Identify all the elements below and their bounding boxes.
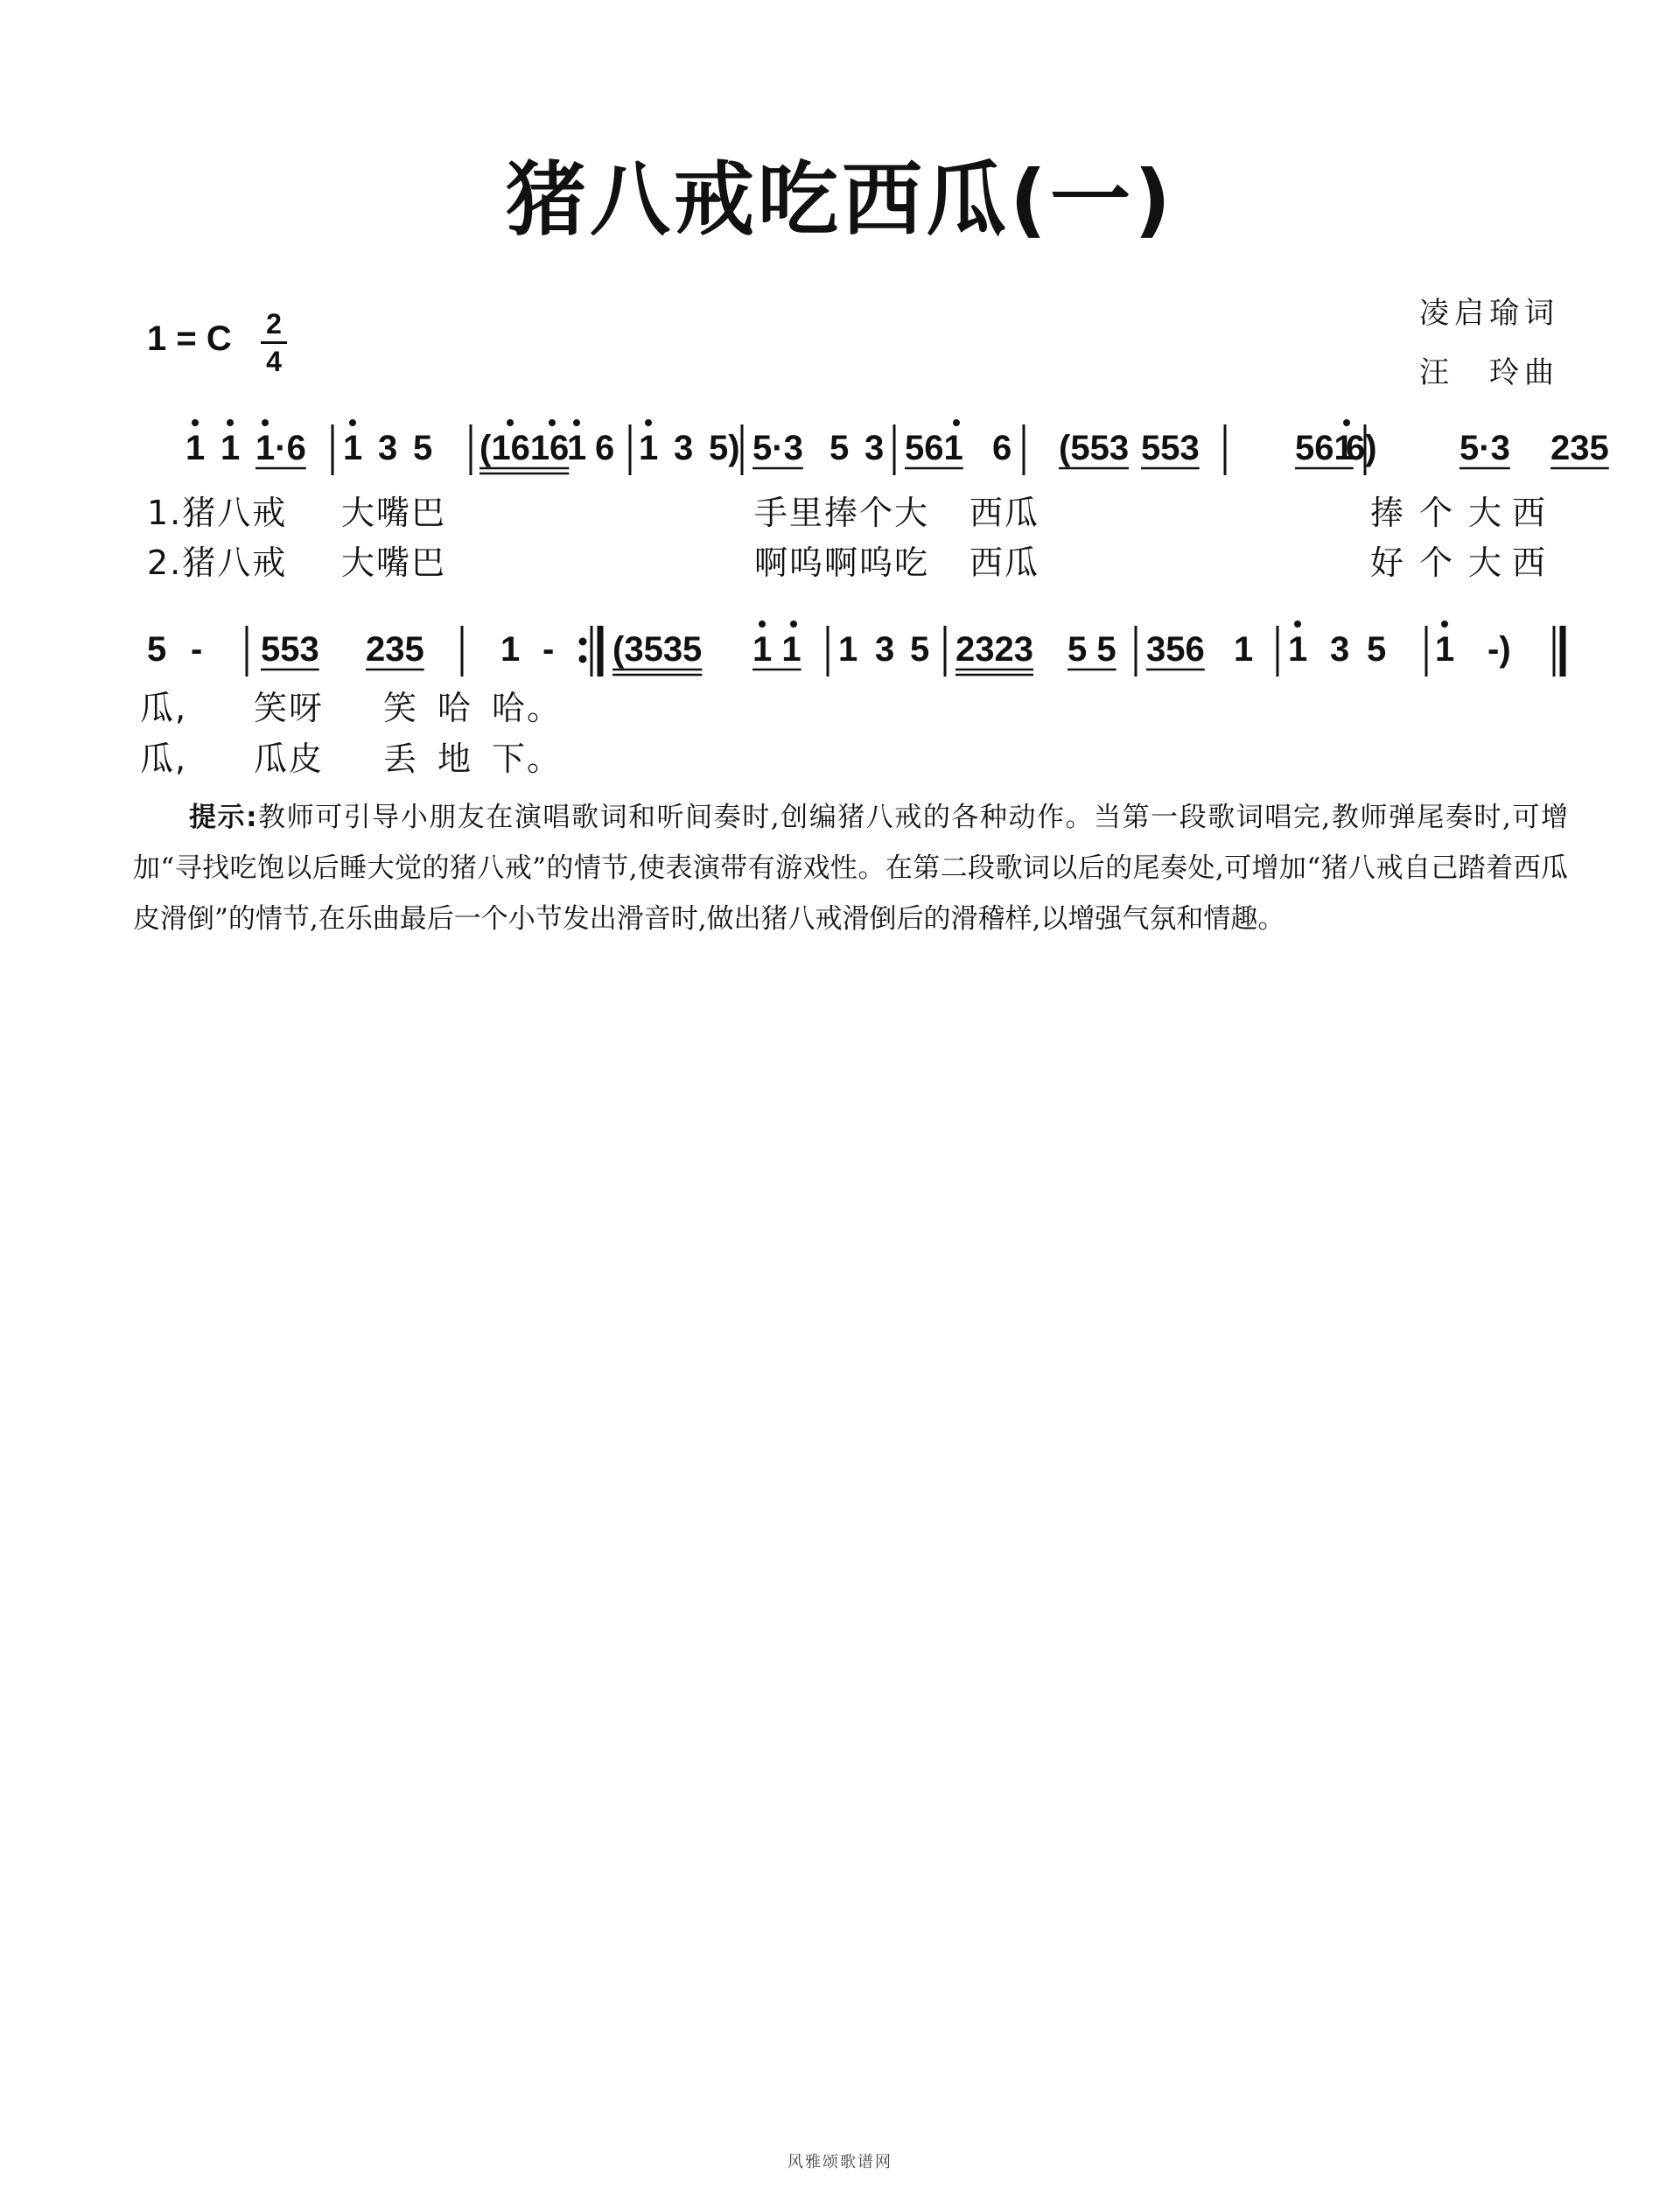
octave-dot (262, 420, 269, 426)
note-group: 1 (639, 429, 659, 467)
octave-dot (1344, 420, 1350, 426)
verse-2-line-2 (0, 732, 1680, 781)
verse-1-line-1 (0, 486, 1680, 535)
lyric-word: 哈 (438, 689, 473, 727)
lyric-word: 下。 (492, 740, 563, 778)
note-group: 6 (595, 429, 615, 467)
note-group: 5 (1367, 630, 1387, 669)
lyric-word: 1.猪八戒 (147, 494, 288, 532)
note-group: 5) (709, 429, 740, 467)
note-group: 5·3 (752, 429, 803, 467)
note-group: 235 (366, 630, 424, 669)
verse-2-line-1 (0, 536, 1680, 585)
lyric-word: 西瓜 (970, 543, 1040, 582)
time-signature-top: 2 (266, 308, 282, 340)
octave-dot (1442, 621, 1448, 628)
note-group: 1 (186, 429, 206, 467)
lyric-word: 瓜, (140, 689, 188, 727)
teaching-tip (133, 792, 1568, 944)
tip-text: 教师可引导小朋友在演唱歌词和听间奏时,创编猪八戒的各种动作。当第一段歌词唱完,教师弹尾奏时,可增加“寻找吃饱以后睡大觉的猪八戒”的情节,使表演带有游戏性。在第二段歌词以后的尾奏处,可增加“猪八戒自己踏着西瓜皮滑倒”的情节,在乐曲最后一个小节发出滑音时,做出猪八戒滑倒后的滑稽样,以增强气氛和情趣。 (133, 802, 1568, 935)
lyric-word: 丢 (383, 740, 419, 778)
note-group: 1 (343, 429, 363, 467)
note-group: 5 (910, 630, 930, 669)
lyric-word: 哈。 (492, 689, 563, 727)
note-group: (553 (1059, 429, 1130, 467)
octave-dot (1295, 621, 1301, 628)
octave-dot (192, 420, 199, 426)
note-group: 3 (875, 630, 895, 669)
note-group: 6) (1346, 429, 1377, 467)
note-group: 3 (674, 429, 694, 467)
note-group: (3535 (612, 630, 703, 669)
lyric-word: 西 (1512, 494, 1548, 532)
note-group: - (191, 630, 203, 669)
verse-1-line-2 (0, 681, 1680, 730)
notation-line-1-svg (0, 398, 1680, 494)
note-group: 1 (567, 429, 587, 467)
note-group: 561 (1295, 429, 1354, 467)
note-group: 3 (378, 429, 398, 467)
lyric-word: 西瓜 (970, 494, 1040, 532)
lyric-word: 地 (438, 740, 473, 778)
note-group: 1 (1288, 630, 1308, 669)
octave-dot (350, 420, 356, 426)
song-title: 猪八戒吃西瓜(一) (505, 153, 1175, 247)
lyric-word: 手里捧个大 (754, 494, 930, 532)
note-group: 553 (1141, 429, 1200, 467)
note-group: 5 (830, 429, 850, 467)
note-group: (1616 (480, 429, 570, 467)
repeat-dot (579, 638, 586, 645)
octave-dot (228, 420, 234, 426)
repeat-dot (579, 656, 586, 663)
note-group: 5 (413, 429, 433, 467)
time-signature (259, 306, 289, 379)
note-group: 1 (1435, 630, 1455, 669)
lyric-word: 笑呀 (254, 689, 325, 727)
note-group: 356 (1146, 630, 1205, 669)
note-group: 1 (220, 429, 241, 467)
lyric-word: 啊呜啊呜吃 (754, 543, 930, 582)
note-group: -) (1488, 630, 1511, 669)
lyric-word: 笑 (383, 689, 419, 727)
lyric-word: 瓜, (140, 740, 188, 778)
octave-dot (760, 621, 766, 628)
note-group: - (542, 630, 555, 669)
octave-dot (646, 420, 652, 426)
lyric-word: 捧个大 (1370, 494, 1518, 532)
note-group: 5 (147, 630, 167, 669)
lyric-word: 瓜皮 (254, 740, 325, 778)
note-group: 3 (1330, 630, 1350, 669)
note-group: 1 (500, 630, 521, 669)
note-group: 561 (905, 429, 963, 467)
note-group: 1 1 (752, 630, 802, 669)
note-group: 3 (864, 429, 885, 467)
note-group: 1 (838, 630, 858, 669)
composer-credit: 汪 玲曲 (1419, 355, 1559, 390)
notation-line-1 (0, 398, 1680, 494)
note-group: 553 (261, 630, 319, 669)
lyric-word: 2.猪八戒 (147, 543, 288, 582)
time-signature-bottom: 4 (266, 346, 282, 377)
octave-dot (574, 420, 580, 426)
note-group: 6 (992, 429, 1012, 467)
lyric-word: 好个大 (1370, 543, 1518, 582)
octave-dot (791, 621, 797, 628)
octave-dot (550, 420, 556, 426)
note-group: 235 (1550, 429, 1609, 467)
time-signature-line (261, 341, 287, 344)
note-group: 1·6 (256, 429, 306, 467)
key-signature: 1 = C (147, 319, 232, 358)
note-group: 2323 (956, 630, 1033, 669)
watermark: 风雅颂歌谱网 (788, 2153, 892, 2171)
tip-label: 提示: (189, 802, 257, 833)
lyric-word: 大嘴巴 (341, 543, 447, 582)
note-group: 5 5 (1068, 630, 1116, 669)
lyric-word: 大嘴巴 (341, 494, 447, 532)
octave-dot (508, 420, 514, 426)
note-group: 1 (1234, 630, 1254, 669)
octave-dot (954, 420, 960, 426)
lyricist-credit: 凌启瑜词 (1419, 296, 1559, 331)
lyric-word: 西 (1512, 543, 1548, 582)
note-group: 5·3 (1460, 429, 1510, 467)
